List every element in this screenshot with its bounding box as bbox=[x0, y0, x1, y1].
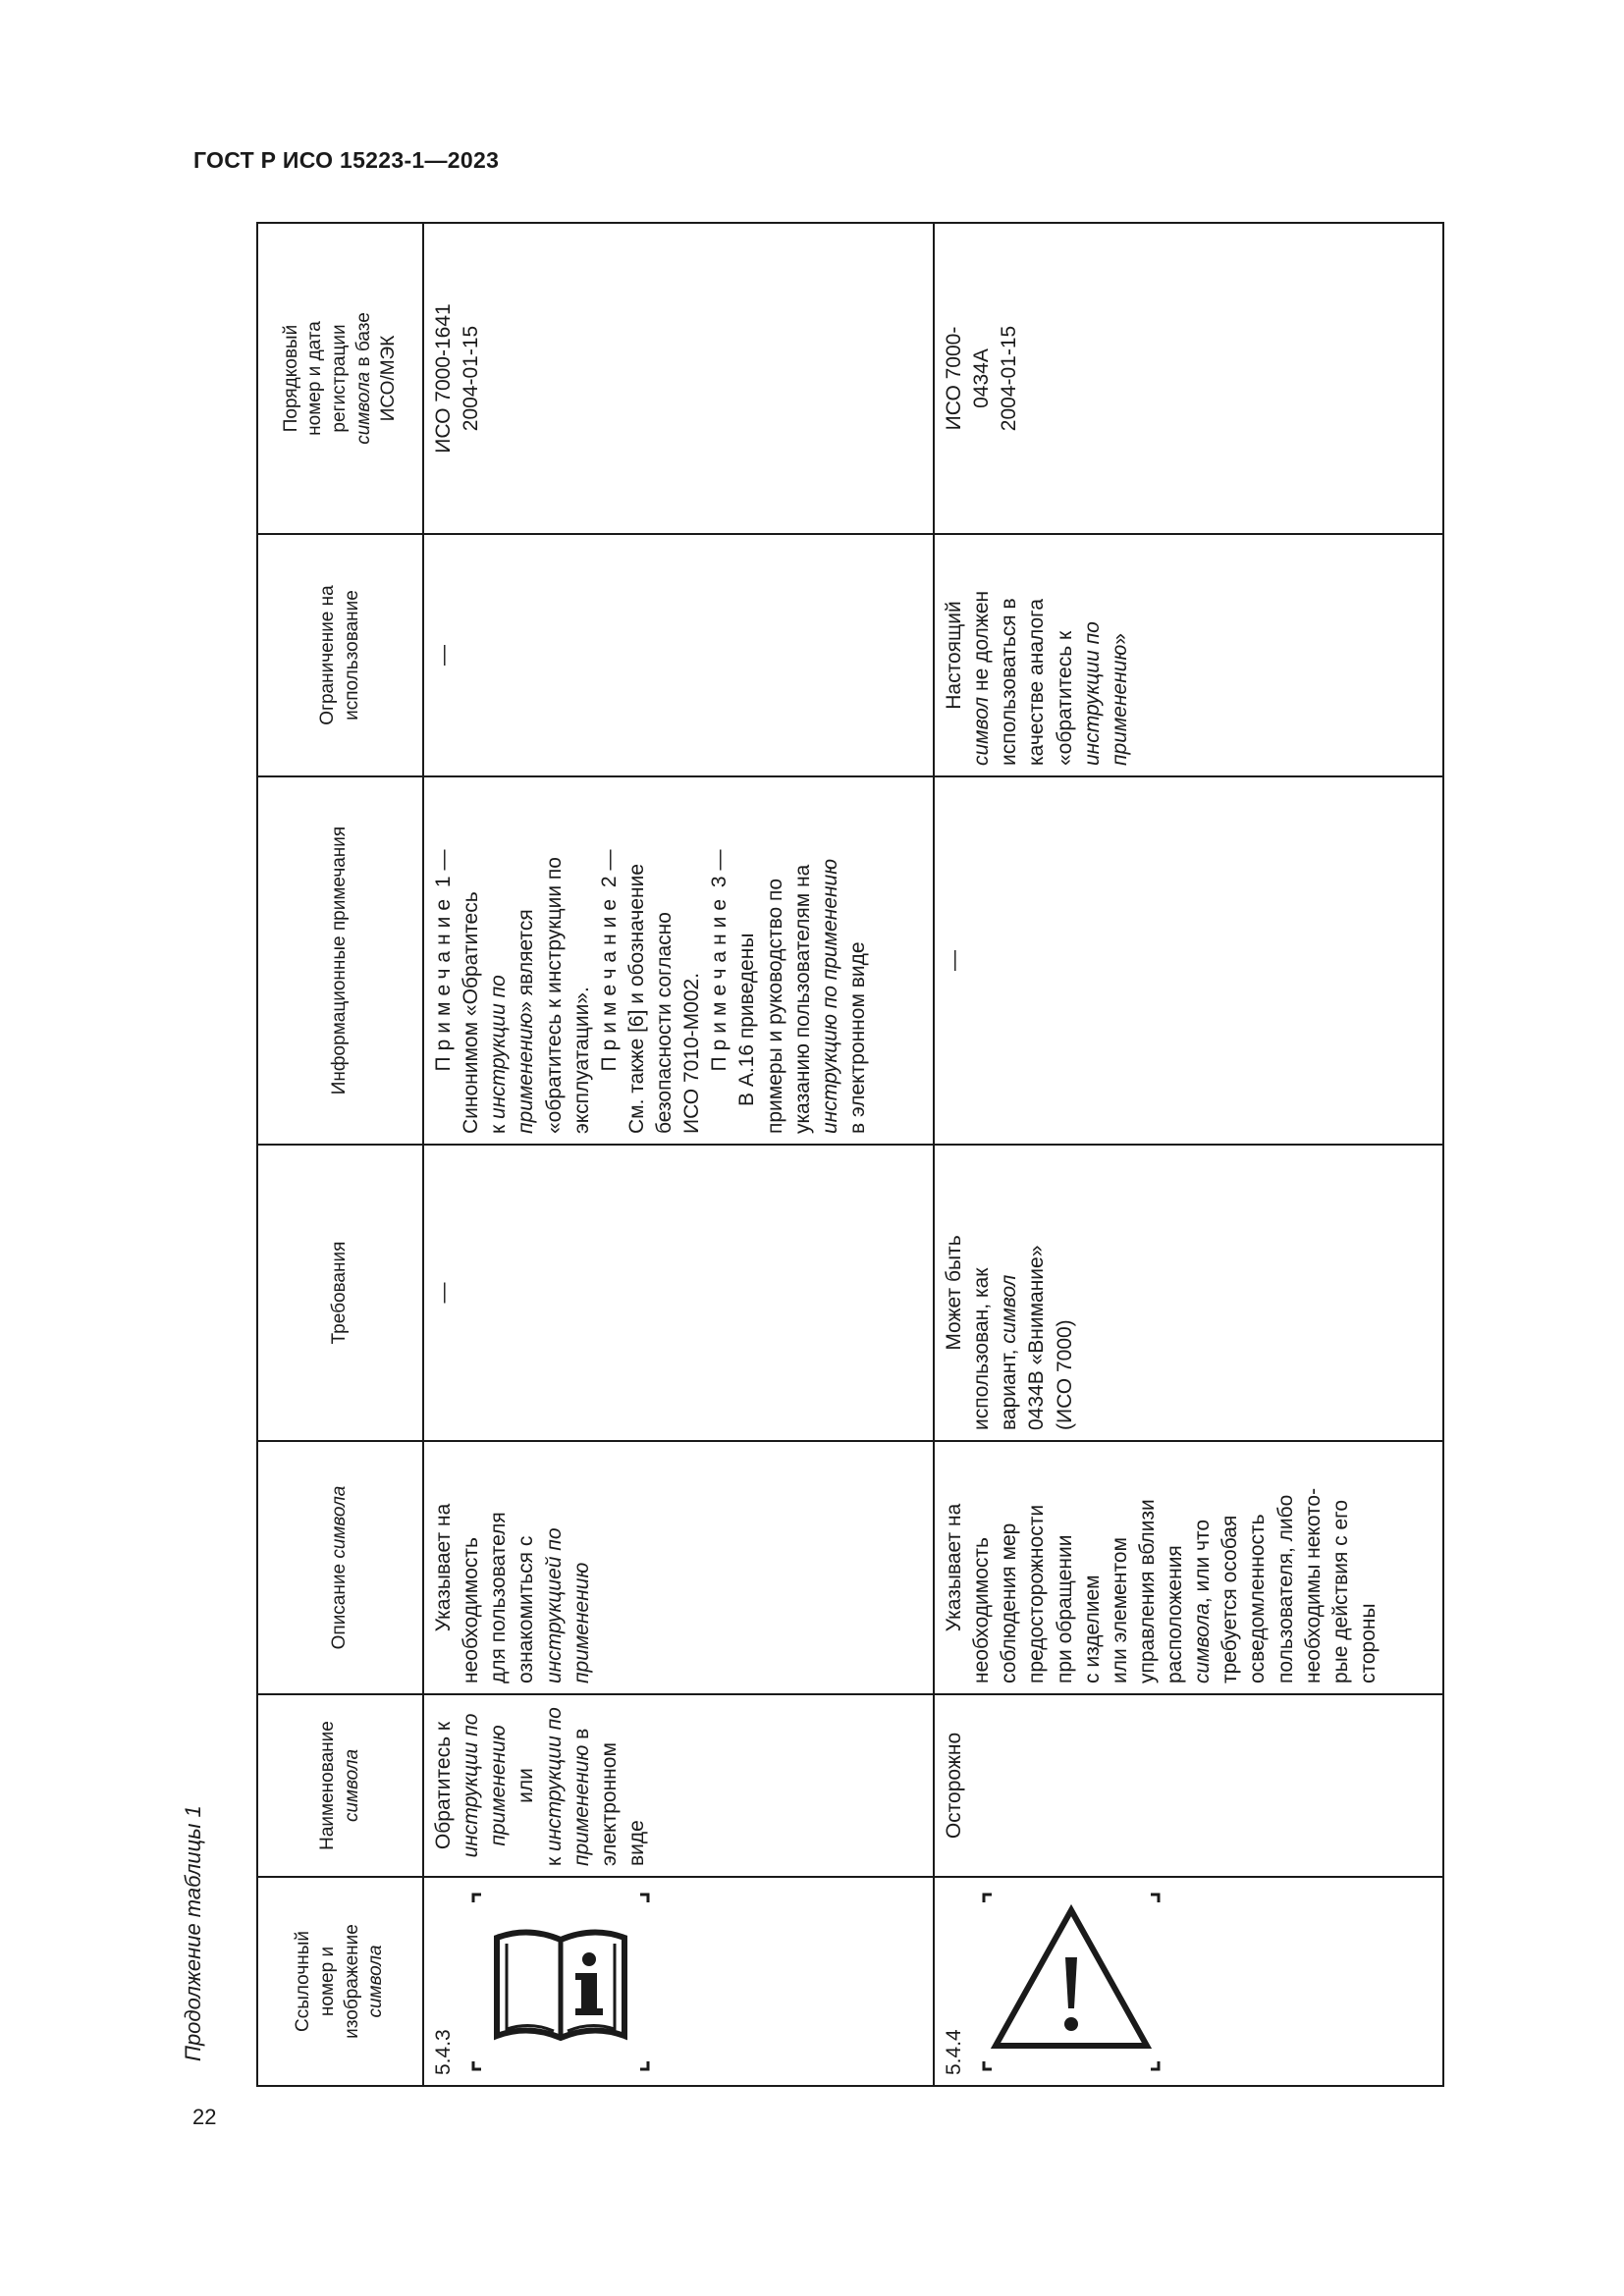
cell-notes: — bbox=[934, 776, 1443, 1145]
cell-notes: Примечание 1 — Синонимом «Обратитесь к инструкции по применению» является «обратитесь к инструкции по эксплуатации». Примечание 2 — См. также [6] и обозначение безопасности согласно ИСО 7010-M002. Примечание 3 — В А.16 приведены примеры и руководство по указанию пользователям на инструкцию по применению в электронном виде bbox=[423, 776, 934, 1145]
header-requirements: Требования bbox=[257, 1145, 423, 1441]
cell-name: Осторожно bbox=[934, 1694, 1443, 1877]
symbols-table-rotated bbox=[256, 224, 1429, 2087]
header-notes: Информационные примечания bbox=[257, 776, 423, 1145]
caution-triangle-icon bbox=[978, 1889, 1164, 2075]
table-row bbox=[423, 223, 934, 2086]
cell-ref bbox=[934, 1877, 1443, 2086]
header-name: Наименование символа bbox=[257, 1694, 423, 1877]
page-number: 22 bbox=[192, 2105, 217, 2129]
header-description: Описание символа bbox=[257, 1441, 423, 1694]
cell-restriction: — bbox=[423, 534, 934, 776]
cell-description: Указывает на необходимость соблюдения мер предосторожности при обращении с изделием или элементом управления вблизи расположения символа, или что требуется особая осведомленность пользователя, либо необходимы некото- рые действия с его стороны bbox=[934, 1441, 1443, 1694]
document-header: ГОСТ Р ИСО 15223-1—2023 bbox=[193, 147, 500, 173]
cell-restriction: Настоящий символ не должен использоваться в качестве аналога «обратитесь к инструкции по применению» bbox=[934, 534, 1443, 776]
cell-requirements: — bbox=[423, 1145, 934, 1441]
symbols-table bbox=[256, 222, 1444, 2087]
cell-registration: ИСО 7000-1641 2004-01-15 bbox=[423, 223, 934, 534]
header-registration: Порядковый номер и дата регистрации символа в базе ИСО/МЭК bbox=[257, 223, 423, 534]
consult-instructions-icon bbox=[467, 1889, 654, 2075]
ref-number: 5.4.3 bbox=[432, 2029, 455, 2075]
cell-ref bbox=[423, 1877, 934, 2086]
cell-name: Обратитесь к инструкции по применению или к инструкции по применению в электронном виде bbox=[423, 1694, 934, 1877]
table-continuation-caption: Продолжение таблицы 1 bbox=[181, 1805, 205, 2061]
cell-description: Указывает на необходимость для пользователя ознакомиться с инструкцией по применению bbox=[423, 1441, 934, 1694]
cell-requirements: Может быть использован, как вариант, символ 0434B «Внимание» (ИСО 7000) bbox=[934, 1145, 1443, 1441]
header-restriction: Ограничение на использование bbox=[257, 534, 423, 776]
table-row bbox=[934, 223, 1443, 2086]
table-header-row bbox=[257, 223, 423, 2086]
ref-number: 5.4.4 bbox=[943, 2029, 965, 2075]
cell-registration: ИСО 7000- 0434A 2004-01-15 bbox=[934, 223, 1443, 534]
header-ref: Ссылочный номер и изображение символа bbox=[257, 1877, 423, 2086]
